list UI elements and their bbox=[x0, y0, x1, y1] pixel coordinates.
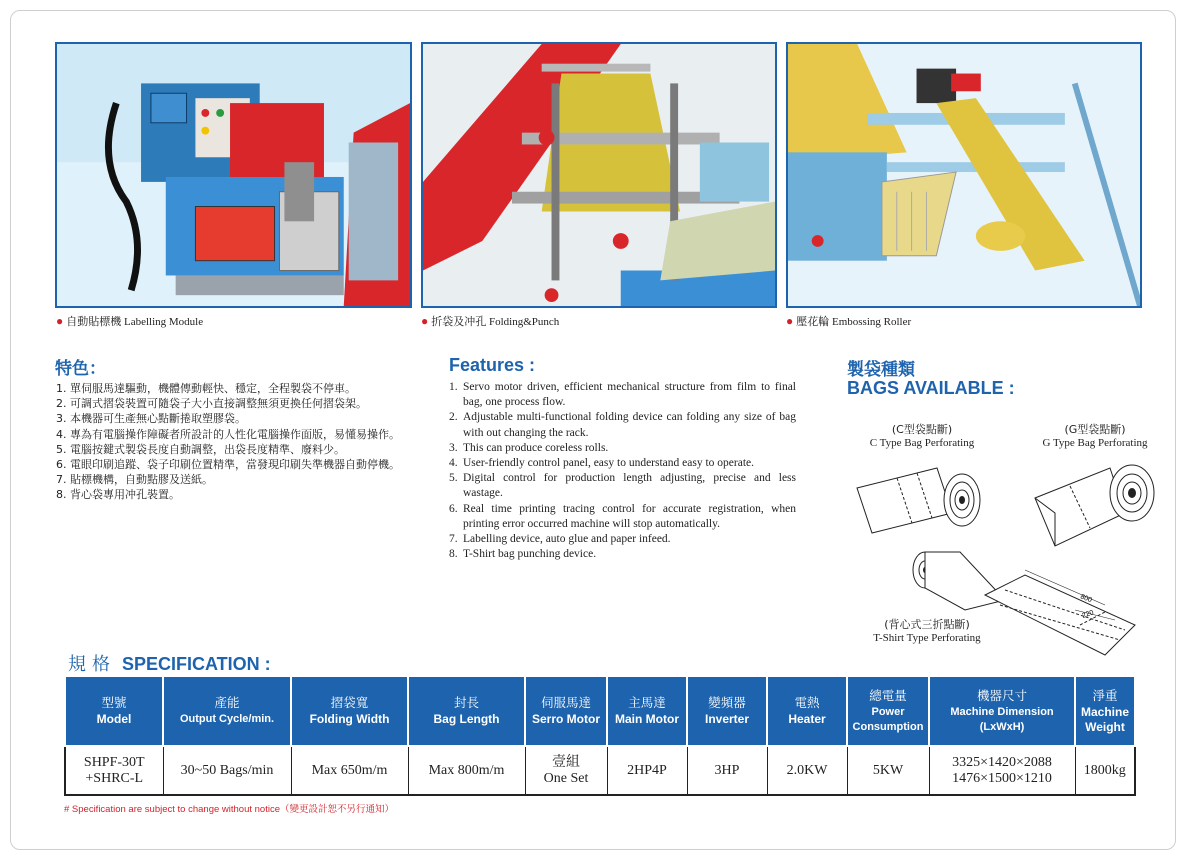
feature-item bbox=[56, 411, 404, 426]
spec-cell bbox=[1075, 746, 1135, 795]
feature-item bbox=[56, 472, 404, 487]
spec-header-cell bbox=[525, 676, 607, 746]
spec-header-en: Inverter bbox=[704, 712, 750, 726]
spec-header-en: Folding Width bbox=[309, 712, 390, 726]
feature-text: This can produce coreless rolls. bbox=[463, 441, 609, 454]
labelling-module-caption: ● 自動貼標機 Labelling Module bbox=[56, 314, 204, 328]
features-en-list bbox=[449, 380, 796, 562]
spec-header-zh: 總電量 bbox=[869, 687, 907, 703]
feature-number: 7. bbox=[449, 533, 458, 546]
feature-item bbox=[449, 441, 796, 456]
spec-cell bbox=[929, 746, 1075, 795]
spec-cell bbox=[65, 746, 163, 795]
spec-header-en: Serro Motor bbox=[531, 712, 600, 726]
spec-header-cell bbox=[291, 676, 408, 746]
feature-number: 8. bbox=[56, 488, 67, 502]
feature-number: 8. bbox=[449, 548, 458, 561]
spec-cell-line: 3325×1420×2088 bbox=[952, 754, 1052, 770]
feature-number: 4. bbox=[449, 457, 458, 470]
feature-number: 2. bbox=[449, 411, 458, 424]
spec-header-zh: 產能 bbox=[214, 695, 240, 710]
features-zh-list bbox=[56, 381, 404, 503]
feature-text: 本機器可生產無心點斷捲取塑膠袋。 bbox=[70, 412, 246, 426]
feature-number: 5. bbox=[56, 442, 67, 456]
spec-cell-line: 1800kg bbox=[1083, 762, 1126, 778]
spec-header-cell bbox=[767, 676, 847, 746]
feature-item bbox=[449, 410, 796, 440]
feature-text: Digital control for production length adjusting, precise and less wastage. bbox=[463, 472, 796, 500]
bullet-icon: ● bbox=[421, 314, 429, 328]
feature-item bbox=[56, 427, 404, 442]
dimension-220: 220 bbox=[1081, 609, 1095, 620]
spec-cell-line: 30~50 Bags/min bbox=[180, 762, 274, 778]
spec-header-en: Model bbox=[96, 712, 132, 726]
spec-header-zh: 伺服馬達 bbox=[540, 695, 591, 710]
embossing-roller-caption: ● 壓花輪 Embossing Roller bbox=[786, 314, 912, 328]
features-en-title: Features : bbox=[449, 355, 536, 375]
bags-en-title: BAGS AVAILABLE : bbox=[847, 378, 1015, 398]
feature-text: 單伺服馬達驅動，機體傳動輕快、穩定，全程製袋不停車。 bbox=[70, 382, 356, 395]
feature-number: 5. bbox=[449, 472, 458, 485]
spec-header-cell bbox=[929, 676, 1075, 746]
feature-number: 6. bbox=[56, 458, 67, 472]
feature-item bbox=[449, 532, 796, 547]
spec-cell bbox=[607, 746, 687, 795]
spec-header-en: Heater bbox=[788, 712, 826, 726]
spec-header-en: Power Consumption bbox=[852, 705, 924, 733]
spec-header-zh: 淨重 bbox=[1092, 687, 1118, 703]
feature-number: 7. bbox=[56, 473, 67, 487]
folding-punch-caption: ● 折袋及冲孔 Folding&Punch bbox=[421, 314, 560, 328]
spec-cell-line: 5KW bbox=[872, 762, 904, 778]
feature-text: 專為有電腦操作障礙者所設計的人性化電腦操作面版，易懂易操作。 bbox=[70, 427, 400, 441]
feature-text: User-friendly control panel, easy to understand easy to operate. bbox=[463, 457, 754, 470]
c-type-bag-diagram bbox=[852, 458, 987, 538]
feature-number: 6. bbox=[449, 502, 458, 515]
dimension-800: 800 bbox=[1079, 593, 1093, 605]
feature-number: 1. bbox=[449, 381, 458, 393]
feature-item bbox=[449, 471, 796, 501]
spec-header-cell bbox=[163, 676, 291, 746]
spec-cell bbox=[767, 746, 847, 795]
spec-cell-line: Max 800m/m bbox=[428, 762, 505, 778]
feature-text: 貼標機構，自動點膠及送紙。 bbox=[70, 473, 213, 487]
t-shirt-type-label: (背心式三折點斷) T-Shirt Type Perforating bbox=[873, 618, 981, 644]
spec-header-zh: 變頻器 bbox=[708, 695, 746, 710]
spec-cell bbox=[687, 746, 767, 795]
feature-item bbox=[56, 457, 404, 472]
feature-text: 背心袋專用冲孔裝置。 bbox=[70, 488, 180, 502]
feature-number: 3. bbox=[449, 441, 458, 454]
feature-text: 電眼印刷追蹤、袋子印刷位置精準，當發現印刷失準機器自動停機。 bbox=[70, 458, 400, 472]
feature-number: 4. bbox=[56, 427, 67, 441]
spec-header-en: Bag Length bbox=[433, 712, 500, 726]
feature-text: Adjustable multi-functional folding device can folding any size of bag with out changing the rack. bbox=[463, 411, 796, 439]
bullet-icon: ● bbox=[786, 314, 794, 328]
spec-cell-line: +SHRC-L bbox=[85, 770, 144, 786]
spec-header-zh: 摺袋寬 bbox=[330, 695, 369, 710]
spec-header-cell bbox=[687, 676, 767, 746]
feature-number: 2. bbox=[56, 397, 67, 411]
spec-data-row bbox=[65, 746, 1135, 795]
feature-item bbox=[56, 396, 404, 411]
spec-header-cell bbox=[847, 676, 929, 746]
spec-header-zh: 電熱 bbox=[794, 695, 820, 710]
spec-header-cell bbox=[65, 676, 163, 746]
spec-cell-line: One Set bbox=[543, 770, 589, 786]
feature-item bbox=[449, 547, 796, 562]
spec-cell bbox=[525, 746, 607, 795]
feature-item bbox=[449, 456, 796, 471]
bags-zh-title: 製袋種類 bbox=[847, 360, 915, 380]
folding-punch-photo bbox=[421, 42, 777, 308]
spec-cell-line: 2.0KW bbox=[786, 762, 828, 778]
spec-header-cell bbox=[408, 676, 525, 746]
spec-cell-line: SHPF-30T bbox=[83, 754, 145, 770]
feature-text: Labelling device, auto glue and paper infeed. bbox=[463, 533, 671, 546]
spec-cell-line: 3HP bbox=[714, 762, 740, 778]
spec-header-zh: 機器尺寸 bbox=[976, 687, 1027, 703]
spec-header-zh: 主馬達 bbox=[628, 695, 666, 710]
spec-header-zh: 封長 bbox=[453, 695, 479, 710]
feature-text: 可調式摺袋裝置可隨袋子大小直接調整無須更換任何摺袋架。 bbox=[70, 397, 367, 411]
feature-text: 電腦按鍵式製袋長度自動調整，出袋長度精準、廢料少。 bbox=[70, 442, 345, 456]
spec-header-en: Main Motor bbox=[615, 712, 679, 726]
feature-text: T-Shirt bag punching device. bbox=[463, 548, 597, 561]
g-type-label: (G型袋點斷) G Type Bag Perforating bbox=[1042, 423, 1148, 449]
feature-item bbox=[56, 381, 404, 396]
spec-header-zh: 型號 bbox=[101, 695, 127, 710]
spec-header-en: Machine Dimension (LxWxH) bbox=[950, 705, 1054, 733]
feature-item bbox=[449, 502, 796, 532]
feature-text: Servo motor driven, efficient mechanical structure from film to final bag, one process flow. bbox=[463, 381, 796, 409]
spec-header-en: Output Cycle/min. bbox=[179, 713, 275, 725]
c-type-label: (C型袋點斷) C Type Bag Perforating bbox=[869, 423, 975, 449]
spec-cell-line: 1476×1500×1210 bbox=[952, 770, 1052, 786]
feature-item bbox=[449, 380, 796, 410]
spec-cell bbox=[847, 746, 929, 795]
feature-number: 1. bbox=[56, 382, 67, 395]
feature-item bbox=[56, 442, 404, 457]
spec-table bbox=[64, 675, 1136, 796]
spec-cell bbox=[408, 746, 525, 795]
bullet-icon: ● bbox=[56, 314, 64, 328]
spec-header-row bbox=[65, 676, 1135, 746]
feature-number: 3. bbox=[56, 412, 67, 426]
spec-cell bbox=[163, 746, 291, 795]
spec-header-cell bbox=[1075, 676, 1135, 746]
spec-cell-line: 2HP4P bbox=[627, 762, 667, 778]
features-zh-title: 特色： bbox=[55, 359, 106, 379]
spec-header-en: Machine Weight bbox=[1080, 704, 1129, 734]
labelling-module-photo bbox=[55, 42, 412, 308]
spec-cell-line: 壹組 bbox=[552, 754, 580, 770]
spec-title: 規格 SPECIFICATION : bbox=[68, 654, 271, 675]
g-type-bag-diagram bbox=[1030, 458, 1160, 550]
spec-cell-line: Max 650m/m bbox=[311, 762, 388, 778]
spec-header-cell bbox=[607, 676, 687, 746]
embossing-roller-photo bbox=[786, 42, 1142, 308]
spec-note: # Specification are subject to change without notice（變更設計恕不另行通知） bbox=[64, 804, 395, 815]
spec-cell bbox=[291, 746, 408, 795]
feature-text: Real time printing tracing control for accurate registration, when printing error occurred machine will stop automatically. bbox=[463, 502, 796, 530]
feature-item bbox=[56, 487, 404, 502]
